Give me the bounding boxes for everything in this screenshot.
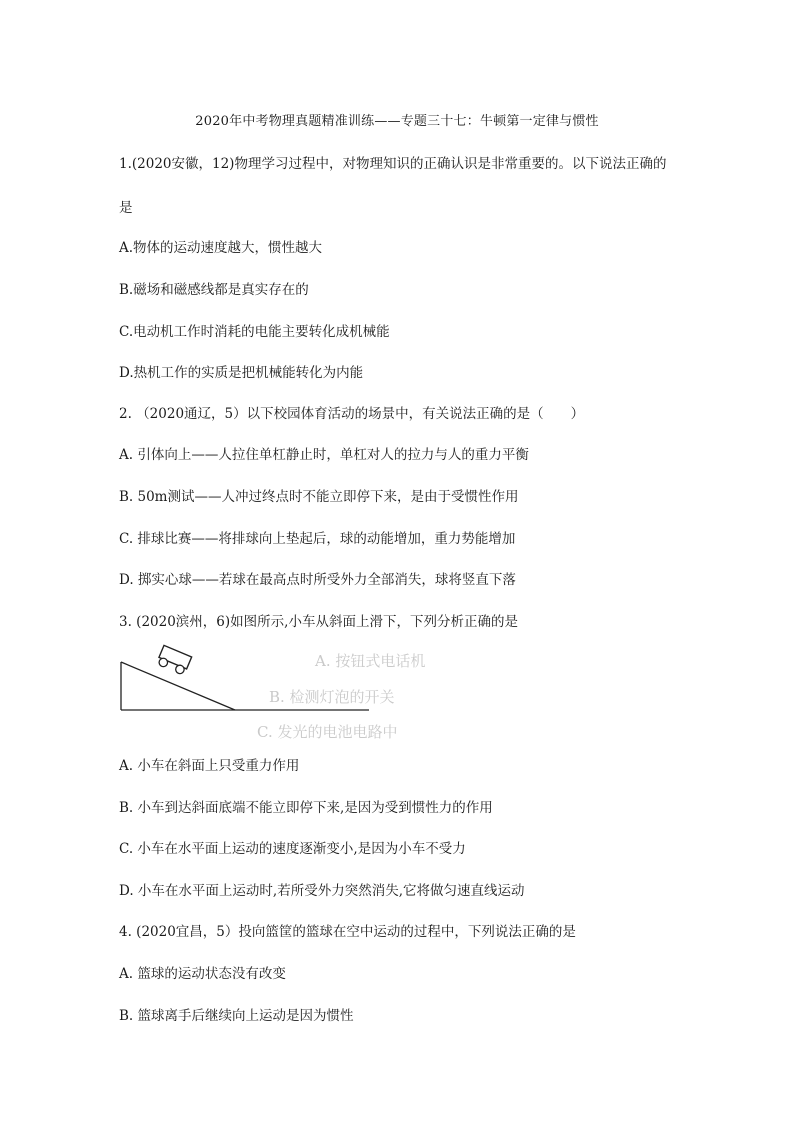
question-1-option-a: A.物体的运动速度越大，惯性越大 (119, 240, 323, 256)
bleed-text-c: C. 发光的电池电路中 (257, 723, 398, 741)
bleed-text-b: B. 检测灯泡的开关 (269, 688, 395, 706)
question-2-stem: 2. （2020通辽，5）以下校园体育活动的场景中，有关说法正确的是（ ） (119, 406, 585, 422)
cart (156, 645, 191, 675)
question-2-option-d: D. 掷实心球——若球在最高点时所受外力全部消失，球将竖直下落 (119, 572, 516, 588)
question-1-option-c: C.电动机工作时消耗的电能主要转化成机械能 (119, 324, 390, 340)
question-1-option-d: D.热机工作的实质是把机械能转化为内能 (119, 365, 364, 381)
question-3-stem: 3. (2020滨州，6)如图所示,小车从斜面上滑下，下列分析正确的是 (119, 614, 518, 630)
page-title: 2020年中考物理真题精准训练——专题三十七：牛顿第一定律与惯性 (195, 114, 599, 129)
question-3-option-d: D. 小车在水平面上运动时,若所受外力突然消失,它将做匀速直线运动 (119, 883, 525, 899)
question-2-option-a: A. 引体向上——人拉住单杠静止时，单杠对人的拉力与人的重力平衡 (119, 447, 529, 463)
question-2-option-c: C. 排球比赛——将排球向上垫起后，球的动能增加，重力势能增加 (119, 531, 516, 547)
question-3-option-b: B. 小车到达斜面底端不能立即停下来,是因为受到惯性力的作用 (119, 800, 493, 816)
question-1-option-b: B.磁场和磁感线都是真实存在的 (119, 282, 309, 298)
question-4-stem: 4. (2020宜昌，5）投向篮筐的篮球在空中运动的过程中，下列说法正确的是 (119, 924, 576, 940)
question-2-option-b: B. 50m测试——人冲过终点时不能立即停下来，是由于受惯性作用 (119, 489, 519, 505)
question-3-option-c: C. 小车在水平面上运动的速度逐渐变小,是因为小车不受力 (119, 841, 466, 857)
bleed-text-a: A. 按钮式电话机 (315, 652, 426, 670)
incline-cart-figure (119, 640, 426, 741)
bleed-through-text (257, 652, 425, 741)
question-1-stem: 1.(2020安徽，12)物理学习过程中，对物理知识的正确认识是非常重要的。以下说法正确的 (119, 156, 667, 172)
question-4-option-b: B. 篮球离手后继续向上运动是因为惯性 (119, 1008, 354, 1024)
question-4-option-a: A. 篮球的运动状态没有改变 (119, 966, 286, 982)
question-1-stem-continued: 是 (119, 200, 133, 216)
question-3-option-a: A. 小车在斜面上只受重力作用 (119, 758, 300, 774)
